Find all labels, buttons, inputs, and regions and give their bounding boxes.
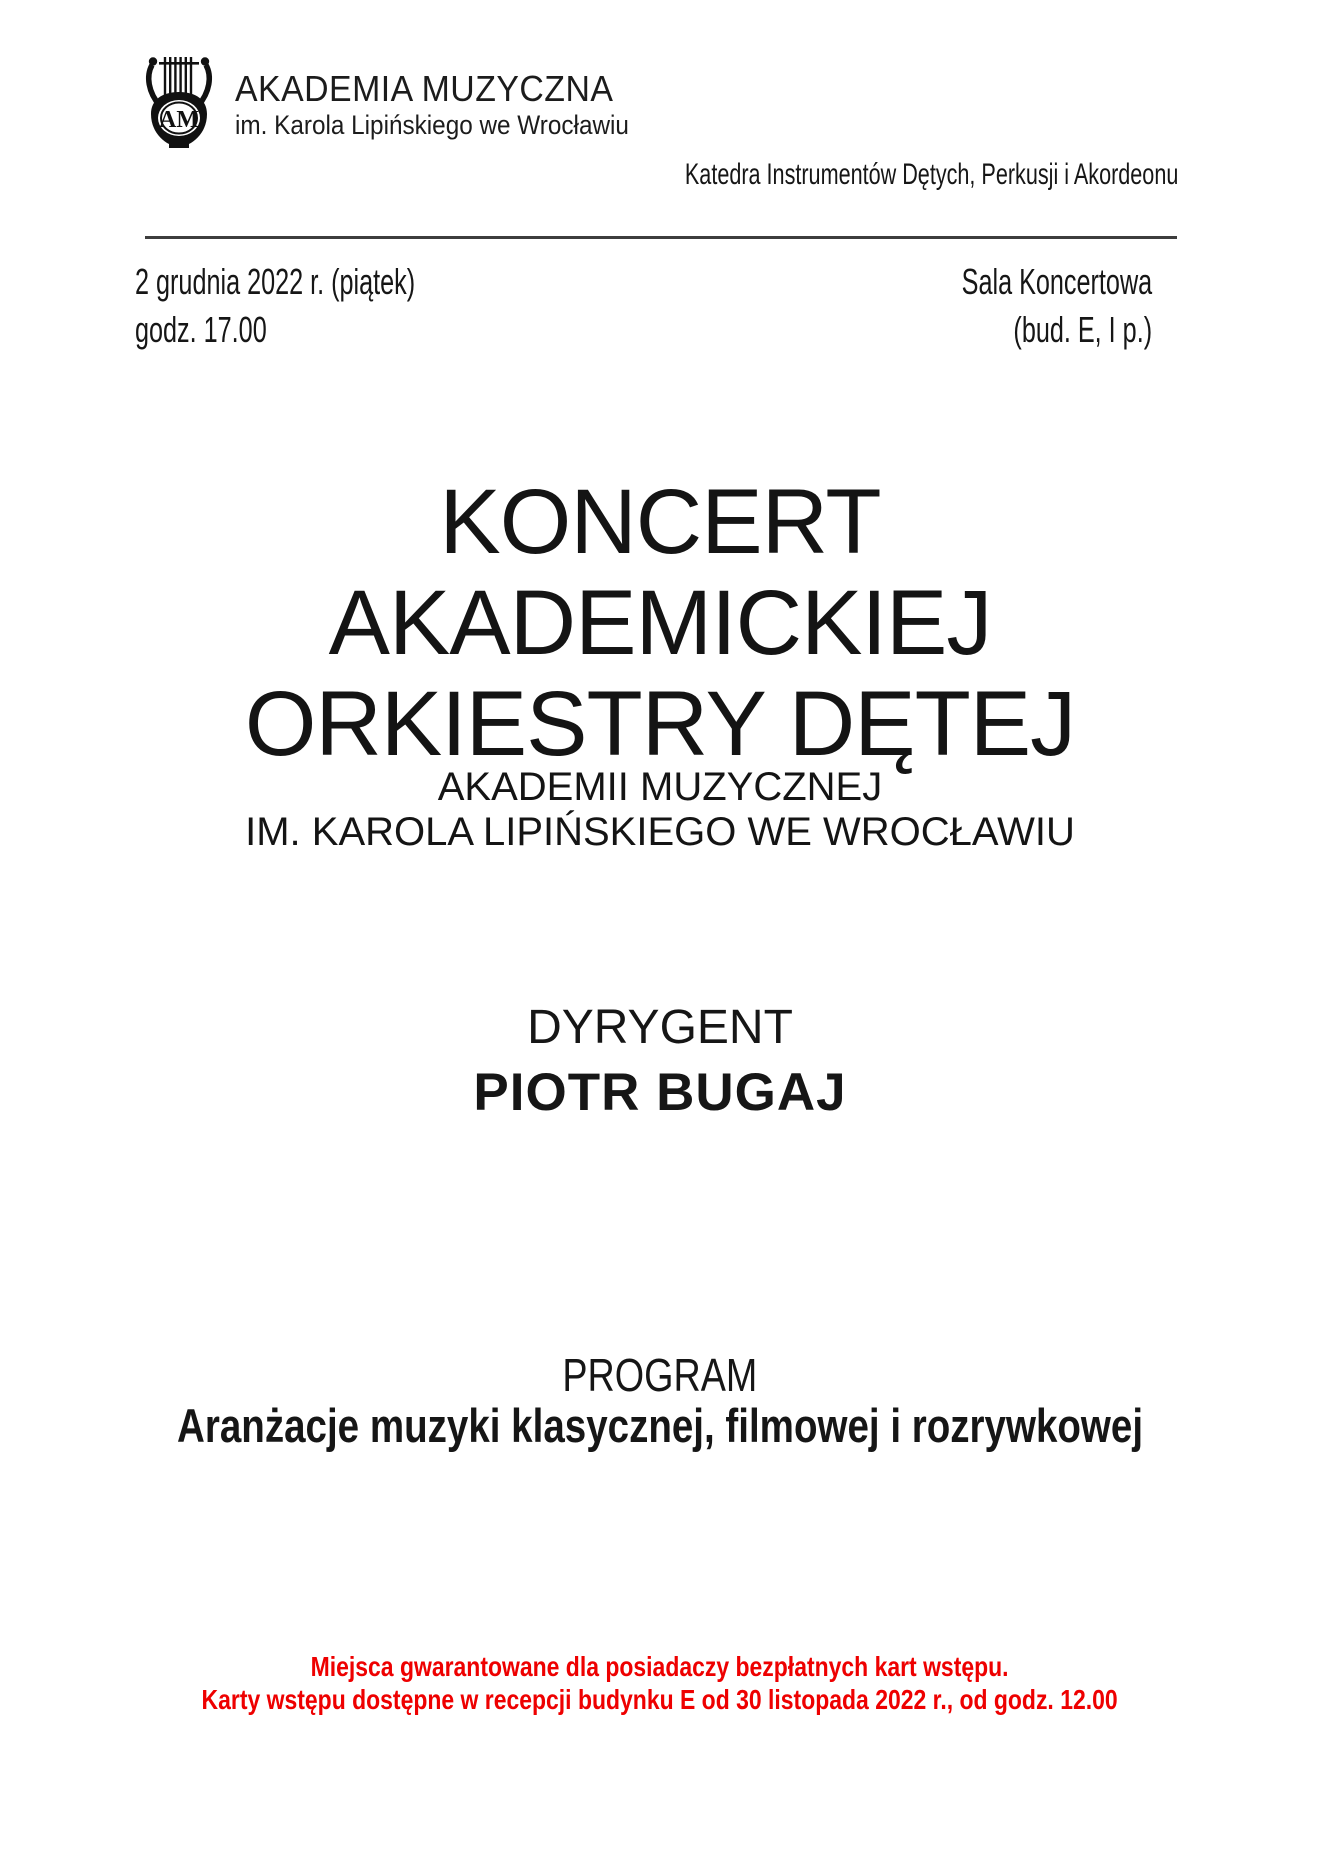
concert-title: [0, 472, 1320, 775]
admission-notice-line-1: [0, 1650, 1320, 1683]
department-line: [493, 158, 1178, 192]
admission-notice-line-1-text: Miejsca gwarantowane dla posiadaczy bezpłatnych kart wstępu.: [311, 1651, 1009, 1682]
program-label: [0, 1348, 1320, 1402]
event-time: godz. 17.00: [135, 309, 267, 350]
event-date: 2 grudnia 2022 r. (piątek): [135, 261, 416, 302]
org-subtitle: [235, 110, 673, 141]
program-description-text: Aranżacje muzyki klasycznej, filmowej i rozrywkowej: [176, 1399, 1144, 1452]
program-label-text: PROGRAM: [562, 1349, 758, 1401]
lyre-logo-icon: [143, 50, 215, 148]
org-subtitle-text: im. Karola Lipińskiego we Wrocławiu: [235, 110, 629, 140]
concert-subtitle-line-2: IM. KAROLA LIPIŃSKIEGO WE WROCŁAWIU: [245, 810, 1075, 854]
program-description: [0, 1398, 1320, 1453]
event-date-line: [135, 258, 535, 306]
concert-title-line-1: KONCERT: [439, 471, 881, 573]
event-venue-block: [880, 258, 1152, 354]
concert-title-line-3: ORKIESTRY DĘTEJ: [244, 673, 1076, 775]
logo-monogram: AM: [159, 107, 199, 133]
admission-notice: [0, 1650, 1320, 1716]
header-divider: [145, 236, 1177, 239]
concert-title-line-2: AKADEMICKIEJ: [328, 572, 992, 674]
event-date-block: [135, 258, 535, 354]
concert-subtitle-line-1: AKADEMII MUZYCZNEJ: [437, 765, 883, 809]
admission-notice-line-2: [0, 1683, 1320, 1716]
concert-subtitle: [0, 765, 1320, 855]
event-venue-detail-line: [880, 306, 1152, 354]
event-venue-line: [880, 258, 1152, 306]
event-venue-detail: (bud. E, I p.): [1013, 309, 1152, 350]
org-name: [235, 68, 638, 110]
conductor-name: PIOTR BUGAJ: [473, 1063, 847, 1122]
admission-notice-line-2-text: Karty wstępu dostępne w recepcji budynku E od 30 listopada 2022 r., od godz. 12.00: [201, 1684, 1119, 1715]
org-name-text: AKADEMIA MUZYCZNA: [235, 68, 614, 109]
event-time-line: [135, 306, 535, 354]
event-venue: Sala Koncertowa: [961, 261, 1152, 302]
conductor-label: DYRYGENT: [527, 1001, 793, 1054]
department-text: Katedra Instrumentów Dętych, Perkusji i Akordeonu: [684, 158, 1178, 191]
